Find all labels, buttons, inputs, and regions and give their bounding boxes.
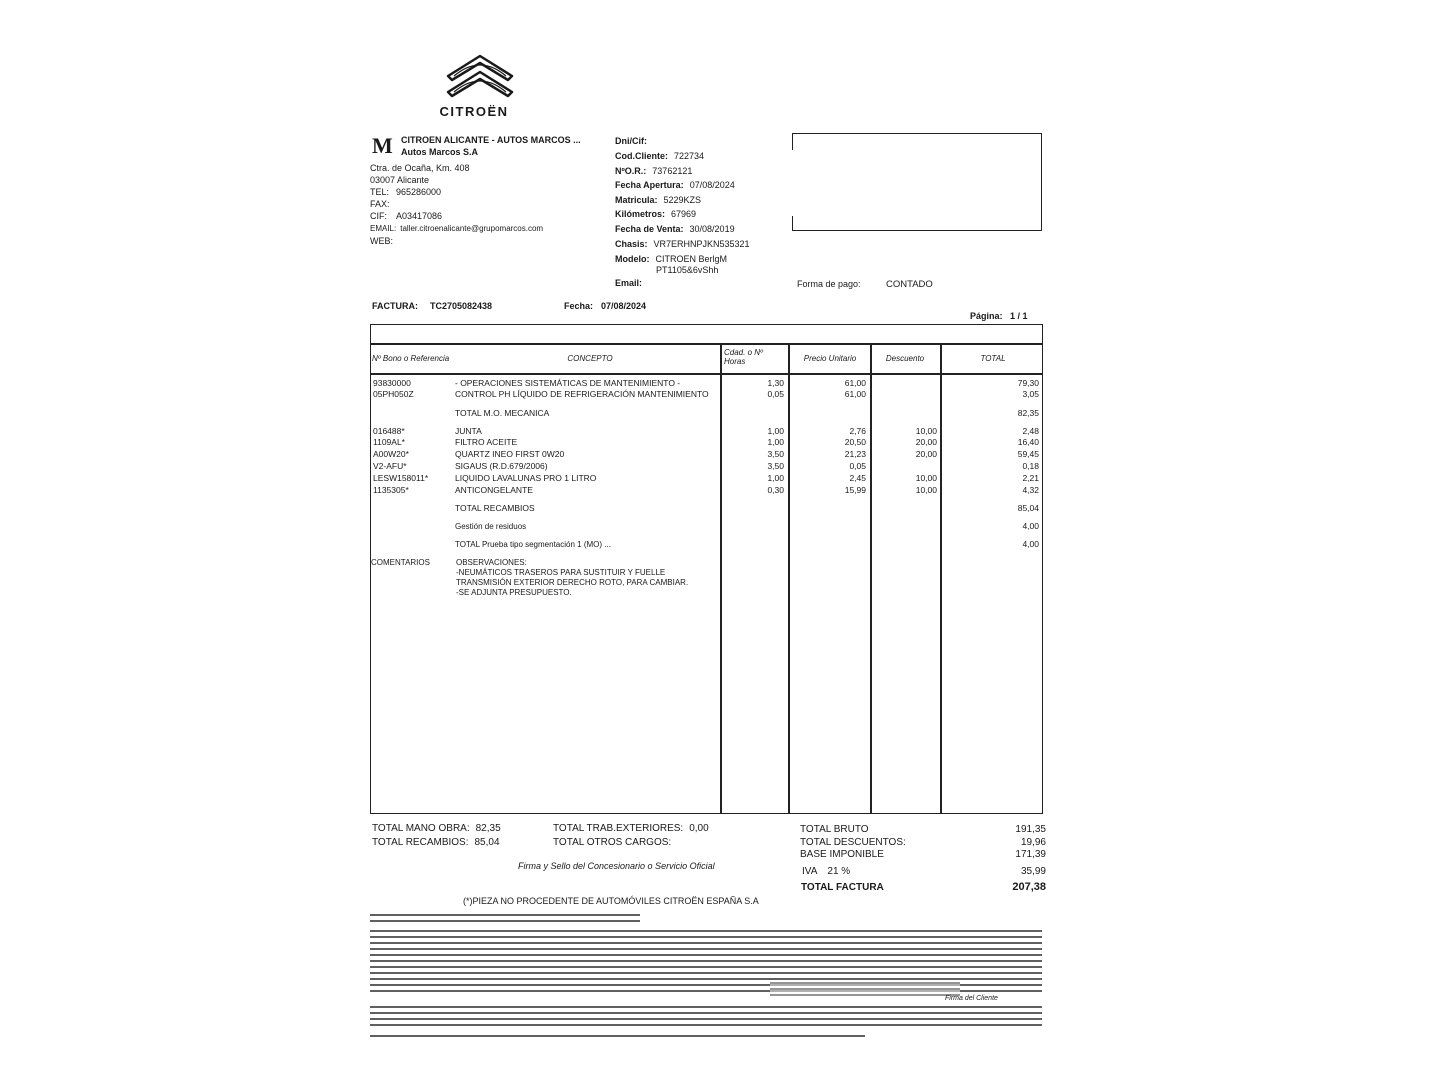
fecha-venta-field: Fecha de Venta: 30/08/2019	[615, 224, 735, 234]
total-factura-label: TOTAL FACTURA	[801, 882, 884, 893]
factura-number: TC2705082438	[430, 301, 493, 311]
email-field: Email:	[615, 278, 643, 288]
row-precio: 61,00	[844, 378, 866, 388]
row-descuento: 20,00	[915, 437, 937, 447]
dealer-web: WEB:	[370, 236, 394, 246]
row-concepto: ANTICONGELANTE	[455, 485, 533, 495]
fecha-label: Fecha:	[564, 301, 594, 311]
row-concepto: FILTRO ACEITE	[455, 437, 518, 447]
modelo-field: Modelo: CITROEN BerlgM	[615, 254, 728, 264]
row-concepto: JUNTA	[455, 426, 482, 436]
dealer-cif: CIF: A03417086	[370, 211, 443, 221]
payment-value: CONTADO	[886, 279, 933, 290]
row-precio: 20,50	[844, 437, 866, 447]
row-qty: 0,05	[767, 389, 784, 399]
row-ref: 016488*	[373, 426, 405, 436]
row-qty: 1,00	[767, 473, 784, 483]
firma-concesionario: Firma y Sello del Concesionario o Servicio Oficial	[518, 861, 715, 871]
base-value: 171,39	[1015, 849, 1046, 860]
header-precio: Precio Unitario	[803, 354, 857, 363]
row-precio: 2,45	[849, 473, 866, 483]
row-qty: 1,00	[767, 426, 784, 436]
citroen-chevrons-logo	[440, 52, 520, 104]
row-precio: 61,00	[844, 389, 866, 399]
row-ref: 05PH050Z	[373, 389, 414, 399]
mano-obra-total: TOTAL MANO OBRA: 82,35	[372, 823, 501, 834]
total-mo-value: 82,35	[1017, 408, 1039, 418]
bruto-label: TOTAL BRUTO	[800, 824, 869, 835]
row-ref: 1135305*	[373, 485, 409, 495]
matricula-field: Matricula: 5229KZS	[615, 195, 702, 205]
col-divider-total	[940, 343, 942, 814]
total-recambios-value: 85,04	[1017, 503, 1039, 513]
row-qty: 1,00	[767, 437, 784, 447]
header-total: TOTAL	[980, 354, 1006, 363]
pagina-value: 1 / 1	[1010, 311, 1028, 321]
row-total: 3,05	[1022, 389, 1039, 399]
chasis-field: Chasis: VR7ERHNPJKN535321	[615, 239, 750, 249]
total-recambios-label: TOTAL RECAMBIOS	[455, 503, 535, 513]
table-header-divider	[370, 373, 1043, 375]
modelo-line2: PT1105&6vShh	[656, 265, 719, 275]
iva-label: IVA 21 %	[802, 866, 851, 877]
row-total: 4,32	[1022, 485, 1039, 495]
firma-cliente: Firma del Cliente	[945, 995, 998, 1002]
row-precio: 21,23	[844, 449, 866, 459]
row-total: 0,18	[1022, 461, 1039, 471]
dni-field: Dni/Cif:	[615, 136, 647, 146]
header-ref: Nº Bono o Referencia	[372, 354, 450, 363]
table-top-divider	[370, 343, 1043, 345]
brand-name: CITROËN	[439, 104, 509, 119]
row-descuento: 10,00	[915, 473, 937, 483]
row-concepto: - OPERACIONES SISTEMÁTICAS DE MANTENIMIENTO -	[455, 378, 681, 388]
bruto-value: 191,35	[1015, 824, 1046, 835]
dealer-company: Autos Marcos S.A	[401, 147, 479, 157]
row-precio: 15,99	[844, 485, 866, 495]
legal-fineprint-registry	[370, 1035, 865, 1041]
row-descuento: 10,00	[915, 426, 937, 436]
comentarios-label: COMENTARIOS	[371, 558, 430, 567]
row-total: 16,40	[1017, 437, 1039, 447]
header-qty: Cdad. o Nº Horas	[724, 348, 763, 366]
descuentos-value: 19,96	[1020, 837, 1046, 848]
header-descuento: Descuento	[885, 354, 925, 363]
row-qty: 3,50	[767, 449, 784, 459]
total-factura-value: 207,38	[1012, 881, 1046, 893]
trab-exteriores-total: TOTAL TRAB.EXTERIORES: 0,00	[553, 823, 709, 834]
col-divider-descuento	[870, 343, 872, 814]
row-descuento: 10,00	[915, 485, 937, 495]
col-divider-precio	[788, 343, 790, 814]
customer-box-gap	[792, 150, 802, 216]
row-precio: 2,76	[849, 426, 866, 436]
fecha-value: 07/08/2024	[601, 301, 647, 311]
residuos-label: Gestión de residuos	[455, 522, 527, 531]
dealer-name: CITROEN ALICANTE - AUTOS MARCOS ...	[401, 135, 581, 145]
row-ref: 93830000	[373, 378, 411, 388]
row-qty: 3,50	[767, 461, 784, 471]
footnote: (*)PIEZA NO PROCEDENTE DE AUTOMÓVILES CITROËN ESPAÑA S.A	[463, 896, 759, 906]
factura-label: FACTURA:	[372, 301, 418, 311]
row-ref: 1109AL*	[373, 437, 405, 447]
customer-address-box	[792, 133, 1042, 231]
row-ref: V2-AFU*	[373, 461, 407, 471]
prueba-value: 4,00	[1022, 539, 1039, 549]
dealer-email: EMAIL: taller.citroenalicante@grupomarcos.com	[370, 224, 544, 233]
payment-label: Forma de pago:	[797, 279, 861, 289]
row-total: 79,30	[1017, 378, 1039, 388]
row-concepto: CONTROL PH LÍQUIDO DE REFRIGERACIÓN MANTENIMIENTO	[455, 389, 709, 399]
iva-value: 35,99	[1020, 866, 1046, 877]
legal-fineprint-header	[370, 914, 640, 926]
dealer-fax: FAX:	[370, 199, 390, 209]
nor-field: NºO.R.: 73762121	[615, 166, 693, 176]
header-concepto: CONCEPTO	[567, 354, 613, 363]
row-total: 59,45	[1017, 449, 1039, 459]
row-total: 2,48	[1022, 426, 1039, 436]
row-concepto: LIQUIDO LAVALUNAS PRO 1 LITRO	[455, 473, 597, 483]
otros-cargos-total: TOTAL OTROS CARGOS:	[553, 837, 672, 848]
legal-fineprint-consent	[770, 982, 960, 1000]
base-label: BASE IMPONIBLE	[800, 849, 884, 860]
legal-fineprint-lower	[370, 1006, 1042, 1028]
cod-cliente-field: Cod.Cliente: 722734	[615, 151, 705, 161]
row-qty: 1,30	[767, 378, 784, 388]
row-concepto: QUARTZ INEO FIRST 0W20	[455, 449, 565, 459]
pagina-label: Página:	[970, 311, 1003, 321]
prueba-label: TOTAL Prueba tipo segmentación 1 (MO) ...	[455, 540, 611, 549]
observaciones-line: -SE ADJUNTA PRESUPUESTO.	[456, 588, 572, 597]
row-concepto: SIGAUS (R.D.679/2006)	[455, 461, 548, 471]
row-qty: 0,30	[767, 485, 784, 495]
dealer-logo: M	[372, 133, 393, 158]
recambios-total: TOTAL RECAMBIOS: 85,04	[372, 837, 500, 848]
dealer-address: Ctra. de Ocaña, Km. 408	[370, 163, 470, 173]
descuentos-label: TOTAL DESCUENTOS:	[800, 837, 906, 848]
row-ref: A00W20*	[373, 449, 409, 459]
total-mo-label: TOTAL M.O. MECANICA	[455, 408, 550, 418]
col-divider-qty-body	[720, 343, 722, 814]
observaciones-line: TRANSMISIÓN EXTERIOR DERECHO ROTO, PARA CAMBIAR.	[456, 578, 689, 587]
dealer-tel: TEL: 965286000	[370, 187, 442, 197]
observaciones-line: OBSERVACIONES:	[456, 558, 527, 567]
row-descuento: 20,00	[915, 449, 937, 459]
dealer-city: 03007 Alicante	[370, 175, 430, 185]
residuos-value: 4,00	[1022, 521, 1039, 531]
row-total: 2,21	[1022, 473, 1039, 483]
observaciones-line: -NEUMÁTICOS TRASEROS PARA SUSTITUIR Y FUELLE	[456, 568, 666, 577]
row-ref: LESW158011*	[373, 473, 429, 483]
fecha-apertura-field: Fecha Apertura: 07/08/2024	[615, 180, 735, 190]
kilometros-field: Kilómetros: 67969	[615, 209, 697, 219]
row-precio: 0,05	[849, 461, 866, 471]
